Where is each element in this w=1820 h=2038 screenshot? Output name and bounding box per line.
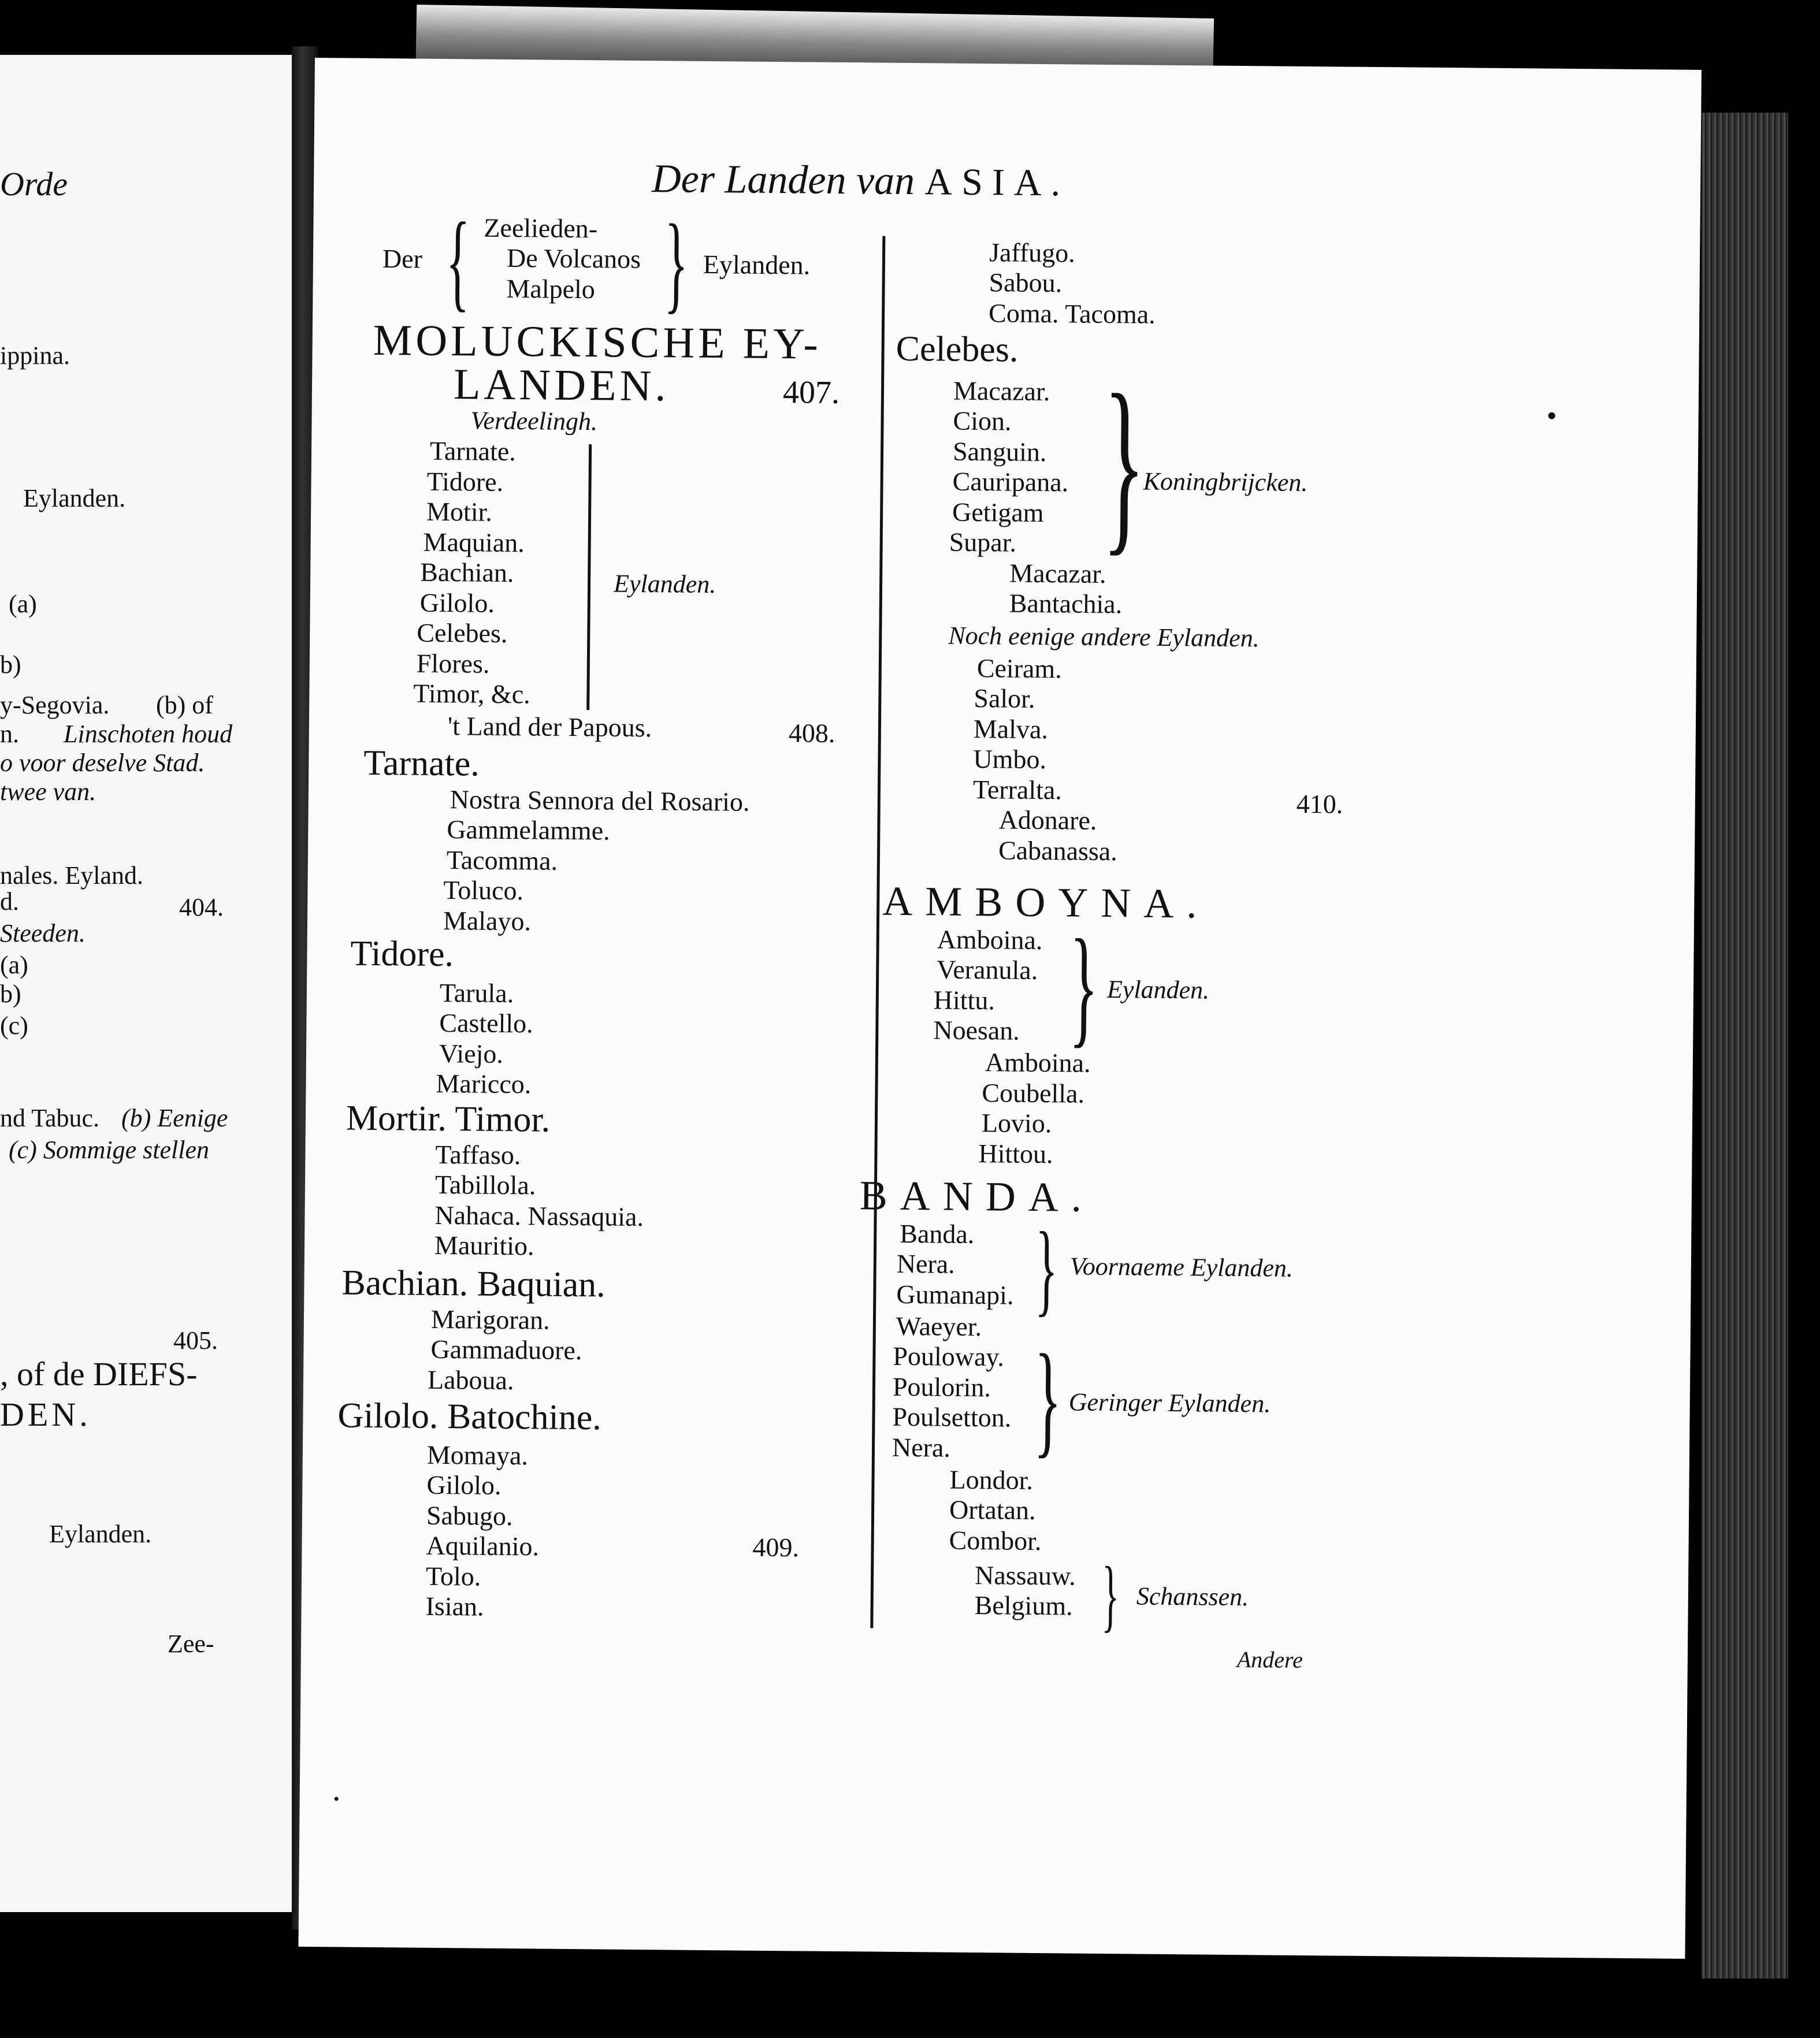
amboyna-sub: Lovio. xyxy=(981,1108,1052,1139)
amboyna-suffix: Eylanden. xyxy=(1106,975,1210,1005)
left-line: 404. xyxy=(179,893,224,921)
amboyna-sub: Hittou. xyxy=(978,1139,1053,1169)
bachian-item: Marigoran. xyxy=(430,1304,550,1335)
celebes-item: Sanguin. xyxy=(952,436,1047,467)
celebes-sub: Bantachia. xyxy=(1009,588,1123,619)
left-line: twee van. xyxy=(0,778,96,806)
left-line: 405. xyxy=(173,1326,218,1355)
celebes-item: Supar. xyxy=(949,527,1017,557)
page-number: 410. xyxy=(1296,789,1343,819)
left-line: b) xyxy=(0,650,21,679)
left-line: , of de DIEFS- xyxy=(0,1355,198,1393)
tarnate-item: Toluco. xyxy=(443,875,524,906)
moluck-island: Tidore. xyxy=(426,466,504,497)
celebes-heading: Celebes. xyxy=(896,329,1019,370)
left-line: (c) Sommige stellen xyxy=(9,1136,209,1164)
moluck-island: Maquian. xyxy=(423,527,525,558)
banda-main-item: Nera. xyxy=(896,1248,955,1279)
brace-line xyxy=(586,444,592,710)
tarnate-heading: Tarnate. xyxy=(363,743,480,784)
amboyna-item: Hittu. xyxy=(933,985,996,1016)
left-line: y-Segovia. xyxy=(0,691,110,719)
page-number: 407. xyxy=(782,374,840,411)
left-brace: { xyxy=(445,200,470,322)
der-label: Der xyxy=(382,244,423,274)
page-number: 409. xyxy=(752,1532,800,1563)
moluck-island: Tarnate. xyxy=(429,436,517,467)
header-title-caps: ASIA. xyxy=(924,161,1070,204)
right-brace: } xyxy=(664,202,689,324)
banda-minor-item: Waeyer. xyxy=(896,1311,982,1342)
moluck-island: Motir. xyxy=(426,496,493,527)
left-line: d. xyxy=(0,887,19,916)
page-number: 408. xyxy=(788,718,835,748)
tarnate-item: Tacomma. xyxy=(446,845,558,876)
left-heading-fragment: Orde xyxy=(0,165,68,203)
left-line: Steeden. xyxy=(0,919,86,947)
right-brace: } xyxy=(1102,354,1147,572)
amboyna-item: Noesan. xyxy=(933,1015,1020,1046)
mortir-item: Taffaso. xyxy=(435,1139,521,1170)
amboyna-sub: Coubella. xyxy=(982,1078,1085,1109)
der-item: Malpelo xyxy=(506,273,596,304)
celebes-item: Cauripana. xyxy=(952,466,1069,497)
celebes-sub: Macazar. xyxy=(1009,558,1106,589)
mortir-item: Tabillola. xyxy=(434,1169,536,1200)
ink-spot xyxy=(1548,412,1555,419)
amboyna-item: Amboina. xyxy=(937,924,1043,955)
left-facing-page xyxy=(0,55,296,1912)
celebes-item: Macazar. xyxy=(953,375,1050,407)
left-line: nd Tabuc. xyxy=(0,1104,100,1132)
gilolo-heading: Gilolo. Batochine. xyxy=(337,1396,602,1438)
left-line: Linschoten houd xyxy=(64,720,233,748)
celebes-suffix: Koningbrijcken. xyxy=(1143,467,1308,497)
left-line: (a) xyxy=(0,951,28,979)
banda-minor-item: Poulsetton. xyxy=(892,1401,1012,1433)
noch-sub: Cabanassa. xyxy=(998,835,1117,866)
tidore-item: Tarula. xyxy=(439,977,514,1009)
moluck-island: Bachian. xyxy=(420,557,514,588)
header-title: Der Landen van xyxy=(651,157,915,204)
moluck-island: Timor, &c. xyxy=(413,678,530,709)
left-line: DEN. xyxy=(0,1396,91,1433)
gilolo-item: Sabugo. xyxy=(426,1500,513,1531)
left-line: (b) Eenige xyxy=(121,1104,228,1132)
banda-sub: Combor. xyxy=(949,1525,1042,1556)
moluck-suffix: Eylanden. xyxy=(613,569,716,599)
gilolo-item: Isian. xyxy=(425,1591,484,1622)
left-line: (b) of xyxy=(156,691,213,719)
banda-main-suffix: Voornaeme Eylanden. xyxy=(1069,1252,1294,1282)
moluck-island: Celebes. xyxy=(417,618,508,648)
main-page xyxy=(298,58,1701,1959)
noch-item: Terralta. xyxy=(972,774,1063,805)
moluck-heading: LANDEN. xyxy=(453,360,670,411)
schansen-item: Nassauw. xyxy=(974,1560,1076,1591)
gilolo-item: Tolo. xyxy=(425,1561,481,1591)
ink-spot xyxy=(335,1797,339,1801)
top-item: Sabou. xyxy=(989,267,1063,298)
banda-minor-suffix: Geringer Eylanden. xyxy=(1068,1388,1271,1418)
right-brace: } xyxy=(1068,912,1099,1059)
left-line: (a) xyxy=(9,590,37,618)
celebes-item: Cion. xyxy=(953,406,1012,436)
noch-item: Salor. xyxy=(974,683,1035,713)
left-line: (c) xyxy=(0,1011,28,1040)
left-line: ippina. xyxy=(0,341,70,370)
banda-minor-item: Pouloway. xyxy=(893,1341,1005,1372)
right-brace: } xyxy=(1034,1210,1058,1326)
left-line: b) xyxy=(0,980,21,1008)
tidore-heading: Tidore. xyxy=(350,934,454,975)
banda-minor-item: Poulorin. xyxy=(892,1371,991,1403)
moluck-island: Flores. xyxy=(416,648,490,679)
column-rule xyxy=(870,236,885,1628)
der-suffix: Eylanden. xyxy=(703,249,811,280)
der-item: De Volcanos xyxy=(506,243,641,274)
noch-sub: Adonare. xyxy=(998,805,1097,835)
banda-main-item: Banda. xyxy=(900,1218,975,1249)
top-item: Jaffugo. xyxy=(989,237,1075,268)
bachian-item: Gammaduore. xyxy=(430,1334,582,1366)
celebes-item: Getigam xyxy=(952,497,1044,528)
tidore-item: Viejo. xyxy=(439,1038,504,1069)
noch-label: Noch eenige andere Eylanden. xyxy=(948,621,1260,653)
mortir-item: Nahaca. Nassaquia. xyxy=(434,1200,644,1232)
amboyna-sub: Amboina. xyxy=(985,1047,1091,1078)
left-line: Eylanden. xyxy=(49,1520,152,1548)
gilolo-item: Gilolo. xyxy=(426,1470,502,1500)
banda-sub: Londor. xyxy=(949,1464,1034,1495)
banda-main-item: Gumanapi. xyxy=(896,1279,1014,1310)
gilolo-item: Momaya. xyxy=(426,1440,529,1471)
mortir-item: Mauritio. xyxy=(434,1230,534,1261)
banda-heading: BANDA. xyxy=(859,1172,1095,1221)
bachian-heading: Bachian. Baquian. xyxy=(341,1263,606,1305)
schansen-item: Belgium. xyxy=(974,1590,1073,1621)
moluck-heading: MOLUCKISCHE EY- xyxy=(373,315,822,369)
left-line: o voor deselve Stad. xyxy=(0,749,205,777)
moluck-island: Gilolo. xyxy=(419,587,495,618)
tarnate-item: Gammelamme. xyxy=(447,815,610,846)
right-brace: } xyxy=(1101,1550,1120,1641)
papous-line: 't Land der Papous. xyxy=(447,711,652,743)
tarnate-item: Nostra Sennora del Rosario. xyxy=(450,784,750,817)
noch-item: Umbo. xyxy=(973,743,1047,775)
amboyna-heading: AMBOYNA. xyxy=(882,877,1210,927)
bachian-item: Laboua. xyxy=(427,1364,514,1396)
tidore-item: Maricco. xyxy=(436,1068,532,1099)
left-line: Zee- xyxy=(168,1630,214,1658)
left-line: Eylanden. xyxy=(23,484,126,512)
right-brace: } xyxy=(1033,1327,1063,1470)
noch-item: Malva. xyxy=(973,713,1049,745)
tarnate-item: Malayo. xyxy=(443,905,532,936)
banda-minor-item: Nera. xyxy=(892,1432,951,1463)
left-line: nales. Eyland. xyxy=(0,861,144,890)
mortir-heading: Mortir. Timor. xyxy=(346,1098,551,1140)
schansen-suffix: Schanssen. xyxy=(1136,1582,1249,1612)
running-header xyxy=(652,156,1070,206)
left-line: n. xyxy=(0,720,19,748)
gilolo-item: Aquilanio. xyxy=(426,1530,540,1561)
page-edges xyxy=(1702,113,1788,1979)
tidore-item: Castello. xyxy=(439,1007,533,1039)
catchword: Andere xyxy=(1236,1646,1303,1673)
banda-sub: Ortatan. xyxy=(949,1494,1036,1525)
noch-item: Ceiram. xyxy=(976,653,1062,684)
amboyna-item: Veranula. xyxy=(937,954,1038,985)
verdeelingh-label: Verdeelingh. xyxy=(470,406,598,436)
der-item: Zeelieden- xyxy=(484,213,598,244)
top-item: Coma. Tacoma. xyxy=(988,298,1156,329)
